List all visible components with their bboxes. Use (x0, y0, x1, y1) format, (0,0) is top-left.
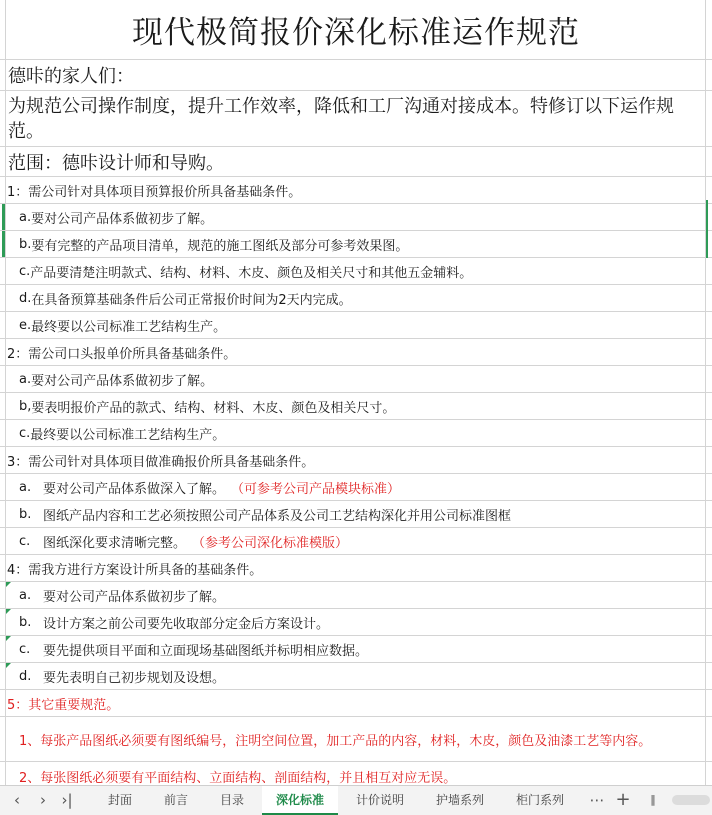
sheet-tab-bar (0, 785, 712, 815)
list-item[interactable] (0, 528, 712, 555)
item-letter: e. (19, 317, 32, 333)
greeting-cell[interactable] (0, 60, 712, 91)
list-item[interactable] (0, 717, 712, 762)
item-text: 要对公司产品体系做深入了解。 (43, 481, 226, 497)
tab-contents[interactable]: 目录 (219, 793, 244, 807)
horizontal-scrollbar[interactable] (672, 795, 710, 805)
item-text: 最终要以公司标准工艺结构生产。 (31, 319, 227, 335)
title-cell[interactable] (0, 0, 712, 60)
list-item[interactable] (0, 582, 712, 609)
item-letter: a. (19, 209, 32, 225)
item-letter: b. (19, 236, 32, 252)
tab-preface[interactable]: 前言 (163, 793, 188, 807)
item-letter: c. (19, 533, 31, 549)
chevron-right-icon[interactable]: › (40, 791, 46, 809)
section-heading[interactable] (0, 339, 712, 366)
list-item[interactable] (0, 609, 712, 636)
list-item[interactable] (0, 420, 712, 447)
item-text: 在具备预算基础条件后公司正常报价时间为2天内完成。 (31, 292, 352, 308)
list-item[interactable] (0, 312, 712, 339)
comment-marker-icon (6, 663, 11, 668)
list-item[interactable] (0, 204, 712, 231)
item-text: 2、每张图纸必须要有平面结构、立面结构、剖面结构，并且相互对应无误。 (19, 771, 457, 785)
section-heading[interactable] (0, 447, 712, 474)
list-item[interactable] (0, 258, 712, 285)
tab-pricing-notes[interactable]: 计价说明 (355, 793, 404, 807)
list-item[interactable] (0, 285, 712, 312)
item-text: 要先表明自己初步规划及设想。 (43, 670, 226, 686)
list-item[interactable] (0, 393, 712, 420)
splitter-icon[interactable]: ‖ (650, 793, 656, 806)
item-letter: d. (19, 668, 32, 684)
document-title: 现代极简报价深化标准运作规范 (132, 15, 580, 51)
item-text: 要先提供项目平面和立面现场基础图纸并标明相应数据。 (43, 643, 369, 659)
list-item[interactable] (0, 366, 712, 393)
item-letter: a. (19, 587, 32, 603)
item-text: 要有完整的产品项目清单，规范的施工图纸及部分可参考效果图。 (31, 238, 409, 254)
add-sheet-icon[interactable]: + (615, 789, 631, 810)
tab-cabinet-door-series[interactable]: 柜门系列 (515, 793, 564, 807)
tab-deepening-standard[interactable]: 深化标准 (262, 786, 338, 815)
list-item[interactable] (0, 636, 712, 663)
section-heading-text: 3：需公司针对具体项目做准确报价所具备基础条件。 (7, 454, 315, 470)
item-letter: b. (19, 506, 32, 522)
item-text: 1、每张产品图纸必须要有图纸编号，注明空间位置，加工产品的内容，材料，木皮，颜色及油漆工艺等内容。 (19, 733, 652, 749)
scope-cell[interactable] (0, 147, 712, 177)
item-letter: b. (19, 614, 32, 630)
tab-cover[interactable]: 封面 (107, 793, 132, 807)
item-text: 产品要清楚注明款式、结构、材料、木皮、颜色及相关尺寸和其他五金辅料。 (30, 265, 473, 281)
item-text: 要表明报价产品的款式、结构、材料、木皮、颜色及相关尺寸。 (31, 400, 396, 416)
section-heading[interactable] (0, 690, 712, 717)
list-item[interactable] (0, 501, 712, 528)
item-text: 图纸深化要求清晰完整。 (43, 535, 187, 551)
item-text: 要对公司产品体系做初步了解。 (31, 211, 214, 227)
scope-text: 范围：德咔设计师和导购。 (8, 152, 224, 174)
item-text: 最终要以公司标准工艺结构生产。 (30, 427, 226, 443)
list-item[interactable] (0, 474, 712, 501)
tab-wall-panel-series[interactable]: 护墙系列 (435, 793, 484, 807)
last-sheet-icon[interactable]: ›| (61, 791, 73, 809)
selection-border (706, 200, 708, 258)
item-letter: c. (19, 425, 31, 441)
list-item[interactable] (0, 762, 712, 785)
item-note: （参考公司深化标准模版） (192, 535, 349, 551)
item-text: 要对公司产品体系做初步了解。 (43, 589, 226, 605)
item-text: 设计方案之前公司要先收取部分定金后方案设计。 (43, 616, 330, 632)
section-heading-text: 5：其它重要规范。 (7, 697, 120, 713)
more-icon[interactable]: ⋯ (589, 791, 605, 809)
comment-marker-icon (6, 609, 11, 614)
item-letter: a. (19, 479, 32, 495)
item-letter: b, (19, 398, 32, 414)
section-heading[interactable] (0, 177, 712, 204)
section-heading-text: 4：需我方进行方案设计所具备的基础条件。 (7, 562, 263, 578)
item-letter: c. (19, 641, 31, 657)
item-letter: a. (19, 371, 32, 387)
intro-text: 为规范公司操作制度，提升工作效率，降低和工厂沟通对接成本。特修订以下运作规范。 (8, 96, 674, 142)
item-text: 要对公司产品体系做初步了解。 (31, 373, 214, 389)
item-text: 图纸产品内容和工艺必须按照公司产品体系及公司工艺结构深化并用公司标准图框 (43, 508, 512, 524)
section-heading-text: 1：需公司针对具体项目预算报价所具备基础条件。 (7, 184, 302, 200)
intro-cell[interactable] (0, 91, 712, 147)
chevron-left-icon[interactable]: ‹ (14, 791, 20, 809)
item-letter: c. (19, 263, 31, 279)
list-item[interactable] (0, 231, 712, 258)
item-note: （可参考公司产品模块标准） (231, 481, 401, 497)
comment-marker-icon (6, 582, 11, 587)
comment-marker-icon (6, 636, 11, 641)
section-heading-text: 2：需公司口头报单价所具备基础条件。 (7, 346, 237, 362)
item-letter: d. (19, 290, 32, 306)
greeting-text: 德咔的家人们： (8, 66, 134, 87)
section-heading[interactable] (0, 555, 712, 582)
list-item[interactable] (0, 663, 712, 690)
